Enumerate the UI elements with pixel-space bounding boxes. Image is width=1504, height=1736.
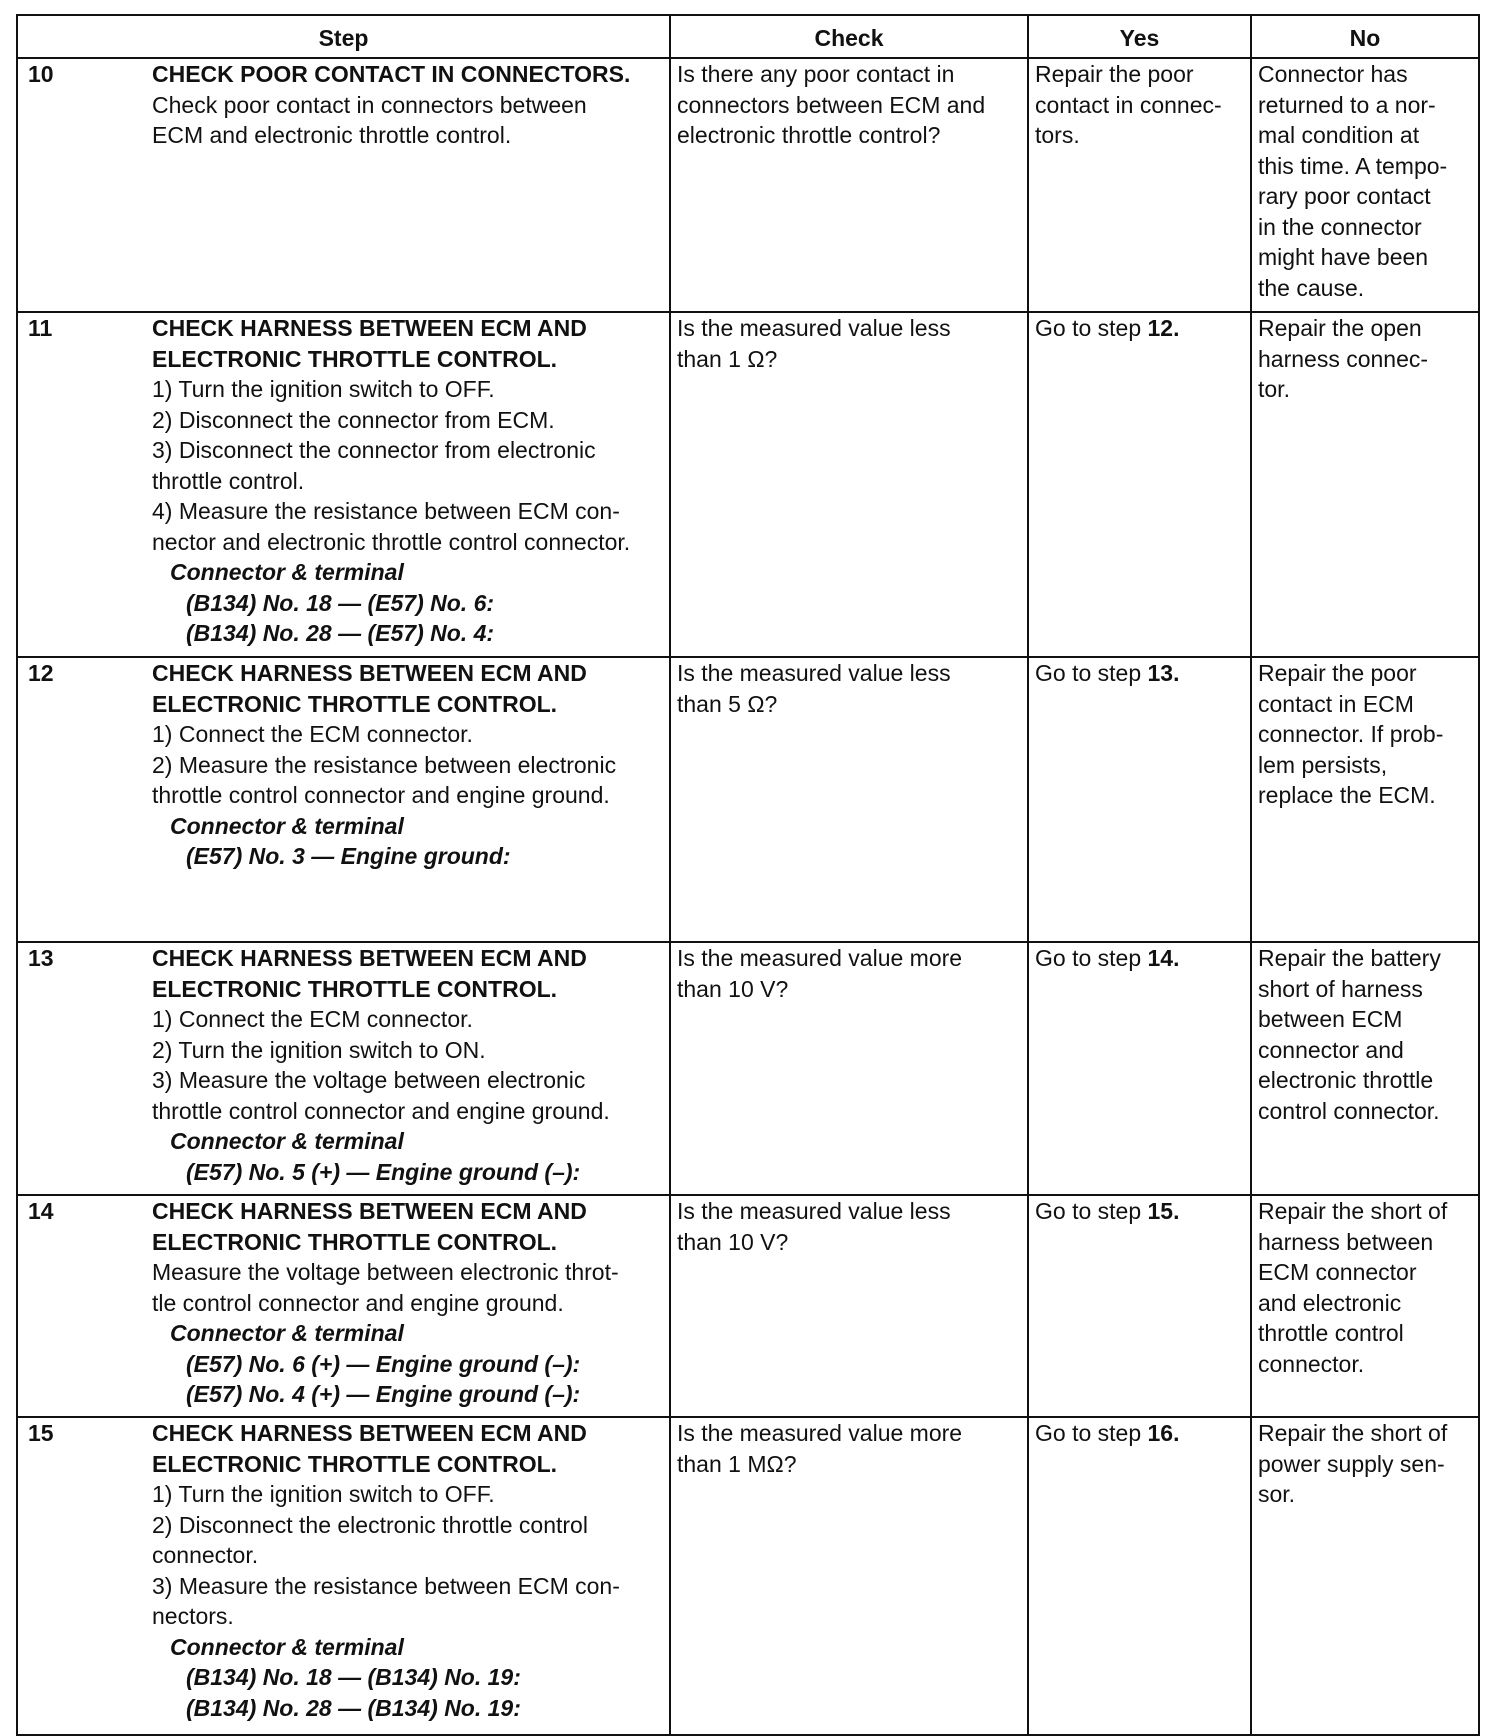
- step-title: ELECTRONIC THROTTLE CONTROL.: [152, 690, 558, 717]
- header-check: Check: [670, 15, 1028, 58]
- no-action: between ECM: [1258, 1006, 1403, 1032]
- no-action: connector and: [1258, 1036, 1404, 1063]
- step-grid: [24, 1196, 663, 1410]
- step-instruction: 1) Connect the ECM connector.: [152, 721, 473, 747]
- step-instruction: nectors.: [152, 1603, 234, 1629]
- no-action: harness between: [1258, 1228, 1434, 1255]
- yes-action: Go to step 15.: [1035, 1198, 1180, 1224]
- step-title: CHECK HARNESS BETWEEN ECM AND: [152, 1198, 587, 1224]
- check-question: Is the measured value more: [677, 945, 963, 971]
- no-cell: [1251, 1195, 1479, 1417]
- no-action: might have been: [1258, 244, 1429, 270]
- no-action: contact in ECM: [1258, 690, 1414, 717]
- terminal-spec: (B134) No. 18 — (E57) No. 6:: [186, 589, 495, 616]
- check-question: Is there any poor contact in: [677, 61, 955, 87]
- check-question: than 1 MΩ?: [677, 1450, 797, 1477]
- table-row: [17, 657, 1479, 942]
- step-instruction: 1) Turn the ignition switch to OFF.: [152, 376, 495, 402]
- no-action: this time. A tempo-: [1258, 152, 1448, 179]
- step-grid: [24, 658, 663, 872]
- no-action: Repair the short of: [1258, 1198, 1448, 1224]
- terminal-spec: (E57) No. 6 (+) — Engine ground (–):: [186, 1350, 581, 1377]
- step-body: [152, 313, 663, 649]
- no-action: lem persists,: [1258, 751, 1388, 778]
- no-action: power supply sen-: [1258, 1450, 1445, 1477]
- step-grid: [24, 943, 663, 1187]
- step-cell: [17, 58, 670, 312]
- connector-terminal-label: Connector & terminal: [170, 1128, 404, 1154]
- no-action: Repair the short of: [1258, 1420, 1448, 1446]
- yes-cell: [1028, 1195, 1251, 1417]
- no-cell: [1251, 312, 1479, 657]
- step-grid: [24, 313, 663, 649]
- no-action: mal condition at: [1258, 122, 1420, 148]
- next-step-number: 16.: [1147, 1420, 1180, 1446]
- table-header-row: [17, 15, 1479, 58]
- table-row: [17, 312, 1479, 657]
- step-grid: [24, 59, 663, 151]
- step-body: [152, 1418, 663, 1723]
- page: [16, 14, 1478, 1736]
- no-action: rary poor contact: [1258, 183, 1431, 209]
- next-step-number: 14.: [1147, 945, 1180, 971]
- step-instruction: throttle control connector and engine ground.: [152, 782, 610, 808]
- next-step-number: 12.: [1147, 315, 1180, 341]
- no-action: Connector has: [1258, 61, 1408, 87]
- step-instruction: 2) Disconnect the connector from ECM.: [152, 406, 555, 433]
- check-cell: [670, 1417, 1028, 1735]
- step-title: CHECK HARNESS BETWEEN ECM AND: [152, 945, 587, 971]
- check-question: Is the measured value less: [677, 315, 951, 341]
- check-question: Is the measured value more: [677, 1420, 963, 1446]
- step-number: 13: [28, 945, 54, 971]
- no-cell: [1251, 1417, 1479, 1735]
- check-cell: [670, 312, 1028, 657]
- no-cell: [1251, 942, 1479, 1195]
- no-action: electronic throttle: [1258, 1067, 1434, 1093]
- step-instruction: 2) Measure the resistance between electronic: [152, 751, 617, 778]
- step-body: [152, 59, 663, 151]
- check-question: than 5 Ω?: [677, 690, 778, 717]
- step-instruction: 1) Connect the ECM connector.: [152, 1006, 473, 1032]
- no-cell: [1251, 657, 1479, 942]
- step-title: CHECK HARNESS BETWEEN ECM AND: [152, 660, 587, 686]
- step-instruction: Measure the voltage between electronic throt-: [152, 1259, 619, 1285]
- no-action: connector. If prob-: [1258, 721, 1444, 747]
- connector-terminal-label: Connector & terminal: [170, 1320, 404, 1346]
- no-action: short of harness: [1258, 975, 1423, 1002]
- step-instruction: throttle control connector and engine ground.: [152, 1097, 610, 1124]
- header-no: No: [1251, 15, 1479, 58]
- no-action: returned to a nor-: [1258, 91, 1436, 118]
- connector-terminal-label: Connector & terminal: [170, 559, 404, 585]
- step-title: ELECTRONIC THROTTLE CONTROL.: [152, 345, 558, 372]
- table-row: [17, 942, 1479, 1195]
- no-action: Repair the open: [1258, 315, 1422, 341]
- terminal-spec: (E57) No. 5 (+) — Engine ground (–):: [186, 1158, 581, 1185]
- next-step-number: 15.: [1147, 1198, 1180, 1224]
- no-action: and electronic: [1258, 1289, 1402, 1316]
- table-row: [17, 58, 1479, 312]
- step-body: [152, 1196, 663, 1410]
- step-title: CHECK HARNESS BETWEEN ECM AND: [152, 1420, 587, 1446]
- no-action: connector.: [1258, 1350, 1365, 1377]
- step-instruction: nector and electronic throttle control connector.: [152, 528, 631, 555]
- yes-action: Go to step 16.: [1035, 1420, 1180, 1446]
- yes-cell: [1028, 1417, 1251, 1735]
- check-cell: [670, 1195, 1028, 1417]
- check-cell: [670, 657, 1028, 942]
- step-instruction: 3) Disconnect the connector from electronic: [152, 437, 596, 463]
- yes-cell: [1028, 58, 1251, 312]
- no-action: Repair the poor: [1258, 660, 1417, 686]
- step-instruction: 2) Disconnect the electronic throttle control: [152, 1511, 588, 1538]
- yes-cell: [1028, 942, 1251, 1195]
- check-question: Is the measured value less: [677, 1198, 951, 1224]
- step-instruction: throttle control.: [152, 467, 305, 494]
- next-step-number: 13.: [1147, 660, 1180, 686]
- yes-action: tors.: [1035, 122, 1080, 148]
- step-instruction: Check poor contact in connectors between: [152, 91, 587, 118]
- step-grid: [24, 1418, 663, 1723]
- step-instruction: 1) Turn the ignition switch to OFF.: [152, 1481, 495, 1507]
- step-title: CHECK HARNESS BETWEEN ECM AND: [152, 315, 587, 341]
- yes-cell: [1028, 312, 1251, 657]
- step-title: ELECTRONIC THROTTLE CONTROL.: [152, 1228, 558, 1255]
- yes-action: Go to step 12.: [1035, 315, 1180, 341]
- step-cell: [17, 1417, 670, 1735]
- step-body: [152, 658, 663, 872]
- no-action: harness connec-: [1258, 345, 1429, 372]
- step-cell: [17, 312, 670, 657]
- no-action: control connector.: [1258, 1097, 1440, 1124]
- no-action: replace the ECM.: [1258, 782, 1436, 808]
- yes-action: Go to step 13.: [1035, 660, 1180, 686]
- step-title: ELECTRONIC THROTTLE CONTROL.: [152, 1450, 558, 1477]
- step-cell: [17, 942, 670, 1195]
- check-cell: [670, 942, 1028, 1195]
- no-action: in the connector: [1258, 213, 1422, 240]
- step-instruction: tle control connector and engine ground.: [152, 1289, 564, 1316]
- step-number: 14: [28, 1198, 54, 1224]
- connector-terminal-label: Connector & terminal: [170, 812, 404, 839]
- step-title: ELECTRONIC THROTTLE CONTROL.: [152, 975, 558, 1002]
- step-number: 11: [28, 315, 53, 341]
- check-question: than 10 V?: [677, 1228, 789, 1255]
- check-question: connectors between ECM and: [677, 91, 986, 118]
- no-action: tor.: [1258, 376, 1290, 402]
- step-number: 10: [28, 61, 54, 87]
- step-cell: [17, 1195, 670, 1417]
- no-action: the cause.: [1258, 274, 1365, 301]
- step-instruction: 2) Turn the ignition switch to ON.: [152, 1036, 486, 1063]
- check-question: electronic throttle control?: [677, 122, 941, 148]
- no-cell: [1251, 58, 1479, 312]
- check-cell: [670, 58, 1028, 312]
- yes-action: Go to step 14.: [1035, 945, 1180, 971]
- table-row: [17, 1417, 1479, 1735]
- terminal-spec: (E57) No. 4 (+) — Engine ground (–):: [186, 1381, 581, 1407]
- yes-action: contact in connec-: [1035, 91, 1222, 118]
- yes-action: Repair the poor: [1035, 61, 1194, 87]
- no-action: sor.: [1258, 1481, 1296, 1507]
- check-question: than 1 Ω?: [677, 345, 778, 372]
- terminal-spec: (E57) No. 3 — Engine ground:: [186, 843, 511, 869]
- step-instruction: connector.: [152, 1542, 259, 1568]
- step-instruction: 3) Measure the voltage between electronic: [152, 1067, 586, 1093]
- step-instruction: ECM and electronic throttle control.: [152, 122, 512, 148]
- connector-terminal-label: Connector & terminal: [170, 1633, 404, 1660]
- header-step: Step: [17, 15, 670, 58]
- terminal-spec: (B134) No. 28 — (E57) No. 4:: [186, 620, 495, 646]
- no-action: ECM connector: [1258, 1259, 1417, 1285]
- step-title: CHECK POOR CONTACT IN CONNECTORS.: [152, 61, 631, 87]
- step-body: [152, 943, 663, 1187]
- step-instruction: 3) Measure the resistance between ECM con-: [152, 1572, 620, 1599]
- terminal-spec: (B134) No. 18 — (B134) No. 19:: [186, 1664, 521, 1690]
- check-question: than 10 V?: [677, 975, 789, 1002]
- header-yes: Yes: [1028, 15, 1251, 58]
- table-row: [17, 1195, 1479, 1417]
- yes-cell: [1028, 657, 1251, 942]
- step-instruction: 4) Measure the resistance between ECM con-: [152, 498, 620, 524]
- diagnostic-table: [16, 14, 1480, 1736]
- check-question: Is the measured value less: [677, 660, 951, 686]
- step-cell: [17, 657, 670, 942]
- no-action: throttle control: [1258, 1320, 1404, 1346]
- no-action: Repair the battery: [1258, 945, 1441, 971]
- step-number: 15: [28, 1420, 54, 1446]
- step-number: 12: [28, 660, 54, 686]
- table-body: [17, 58, 1479, 1735]
- terminal-spec: (B134) No. 28 — (B134) No. 19:: [186, 1694, 521, 1721]
